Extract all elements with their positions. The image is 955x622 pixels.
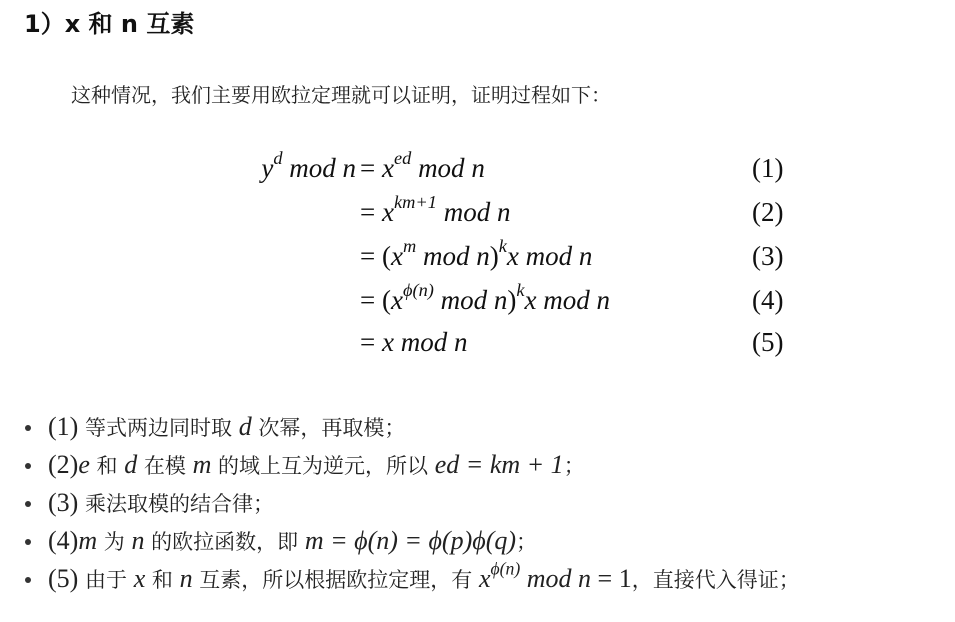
euler-formula: [478, 558, 632, 593]
exp-phi-n: ϕ(n): [490, 558, 521, 579]
var-n: n: [496, 197, 511, 227]
exp-k: k: [498, 235, 507, 256]
equation-tag-2: (2): [752, 197, 784, 227]
var-x: x: [390, 285, 403, 315]
equation-rhs: [360, 278, 610, 322]
var-x: x: [381, 327, 394, 357]
var-n: n: [578, 241, 593, 271]
equation-tag-5: (5): [752, 327, 784, 357]
mod-op: mod: [543, 285, 590, 315]
item-text: 为: [97, 530, 132, 554]
step-tag: (5): [48, 564, 79, 593]
var-n: n: [476, 241, 490, 271]
math-var: m: [192, 450, 212, 479]
equals-sign: =: [360, 153, 376, 183]
math-var: m: [78, 526, 98, 555]
exp-km1: km+1: [393, 191, 437, 212]
bullet-dot: [25, 577, 31, 583]
step-tag: (1): [48, 412, 79, 441]
equation-row-1: [0, 146, 955, 190]
var-n: n: [493, 285, 508, 315]
math-var: x: [478, 564, 491, 593]
equation-row-2: [0, 190, 955, 234]
equals-sign: =: [360, 327, 376, 357]
math-var: x: [133, 564, 146, 593]
item-text: 乘法取模的结合律；: [78, 492, 275, 516]
equation-tag-1: (1): [752, 153, 784, 183]
bullet-dot: [25, 539, 31, 545]
equals-sign: =: [360, 241, 376, 271]
item-text: 的域上互为逆元，所以: [211, 454, 435, 478]
mod-op: mod: [400, 327, 448, 357]
equals-sign: =: [360, 285, 376, 315]
equation-row-4: [0, 278, 955, 322]
left-paren: (: [381, 285, 391, 315]
exp-k: k: [516, 279, 525, 300]
var-n: n: [342, 153, 356, 183]
exp-m: m: [402, 235, 417, 256]
var-y: y: [261, 153, 274, 183]
equation-rhs: [360, 146, 485, 190]
equation-row-5: [0, 320, 955, 364]
exp-ed: ed: [393, 147, 412, 168]
equation-tag-4: (4): [752, 285, 784, 315]
var-n: n: [596, 285, 611, 315]
math-var: n: [131, 526, 145, 555]
mod-op: mod: [520, 564, 579, 593]
mod-op: mod: [443, 197, 491, 227]
item-text: 的欧拉函数，即: [144, 530, 305, 554]
right-paren: ): [507, 285, 517, 315]
equation-rhs: [360, 234, 592, 278]
var-n: n: [471, 153, 485, 183]
var-x: x: [524, 285, 537, 315]
equals-sign: =: [360, 197, 376, 227]
math-var: n: [179, 564, 193, 593]
list-item-3: [0, 484, 955, 522]
step-tag: (4): [48, 526, 79, 555]
equation-lhs: [261, 146, 356, 190]
mod-op: mod: [418, 153, 465, 183]
mod-op: mod: [440, 285, 488, 315]
mod-op: mod: [289, 153, 336, 183]
math-var: d: [124, 450, 138, 479]
var-x: x: [381, 153, 394, 183]
right-paren: ): [489, 241, 499, 271]
step-tag: (3): [48, 488, 79, 517]
exp-d: d: [273, 147, 283, 168]
item-text: ；: [563, 454, 585, 478]
list-item-5: [0, 560, 955, 598]
equation-row-3: [0, 234, 955, 278]
intro-paragraph: 这种情况，我们主要用欧拉定理就可以证明，证明过程如下：: [71, 83, 611, 107]
equation-block: [0, 140, 955, 370]
math-var: d: [238, 412, 252, 441]
item-text: 等式两边同时取: [78, 416, 239, 440]
list-item-4: [0, 522, 955, 560]
item-text: 和: [145, 568, 180, 592]
item-text: 互素，所以根据欧拉定理，有: [192, 568, 479, 592]
item-text: 在模: [137, 454, 193, 478]
step-tag: (2): [48, 450, 79, 479]
bullet-dot: [25, 425, 31, 431]
bullet-dot: [25, 463, 31, 469]
mod-op: mod: [525, 241, 573, 271]
equation-rhs: [360, 320, 467, 364]
var-x: x: [390, 241, 403, 271]
item-text: 和: [89, 454, 125, 478]
item-text: 由于: [78, 568, 134, 592]
var-x: x: [381, 197, 394, 227]
equation-rhs: [360, 190, 510, 234]
item-text: ，直接代入得证；: [631, 568, 800, 592]
item-text: ；: [516, 530, 538, 554]
section-heading: 1）x 和 n 互素: [24, 10, 195, 38]
equals-one: = 1: [591, 564, 632, 593]
list-item-1: [0, 408, 955, 446]
list-item-2: [0, 446, 955, 484]
math-var: n: [578, 564, 592, 593]
math-formula: m = ϕ(n) = ϕ(p)ϕ(q): [304, 526, 517, 555]
bullet-dot: [25, 501, 31, 507]
equation-tag-3: (3): [752, 241, 784, 271]
var-x: x: [506, 241, 519, 271]
math-var: e: [78, 450, 90, 479]
explanation-list: [0, 408, 955, 598]
math-formula: ed = km + 1: [434, 450, 564, 479]
exp-phi-n: ϕ(n): [402, 279, 434, 300]
var-n: n: [453, 327, 468, 357]
item-text: 次幂，再取模；: [251, 416, 406, 440]
left-paren: (: [381, 241, 391, 271]
mod-op: mod: [422, 241, 470, 271]
